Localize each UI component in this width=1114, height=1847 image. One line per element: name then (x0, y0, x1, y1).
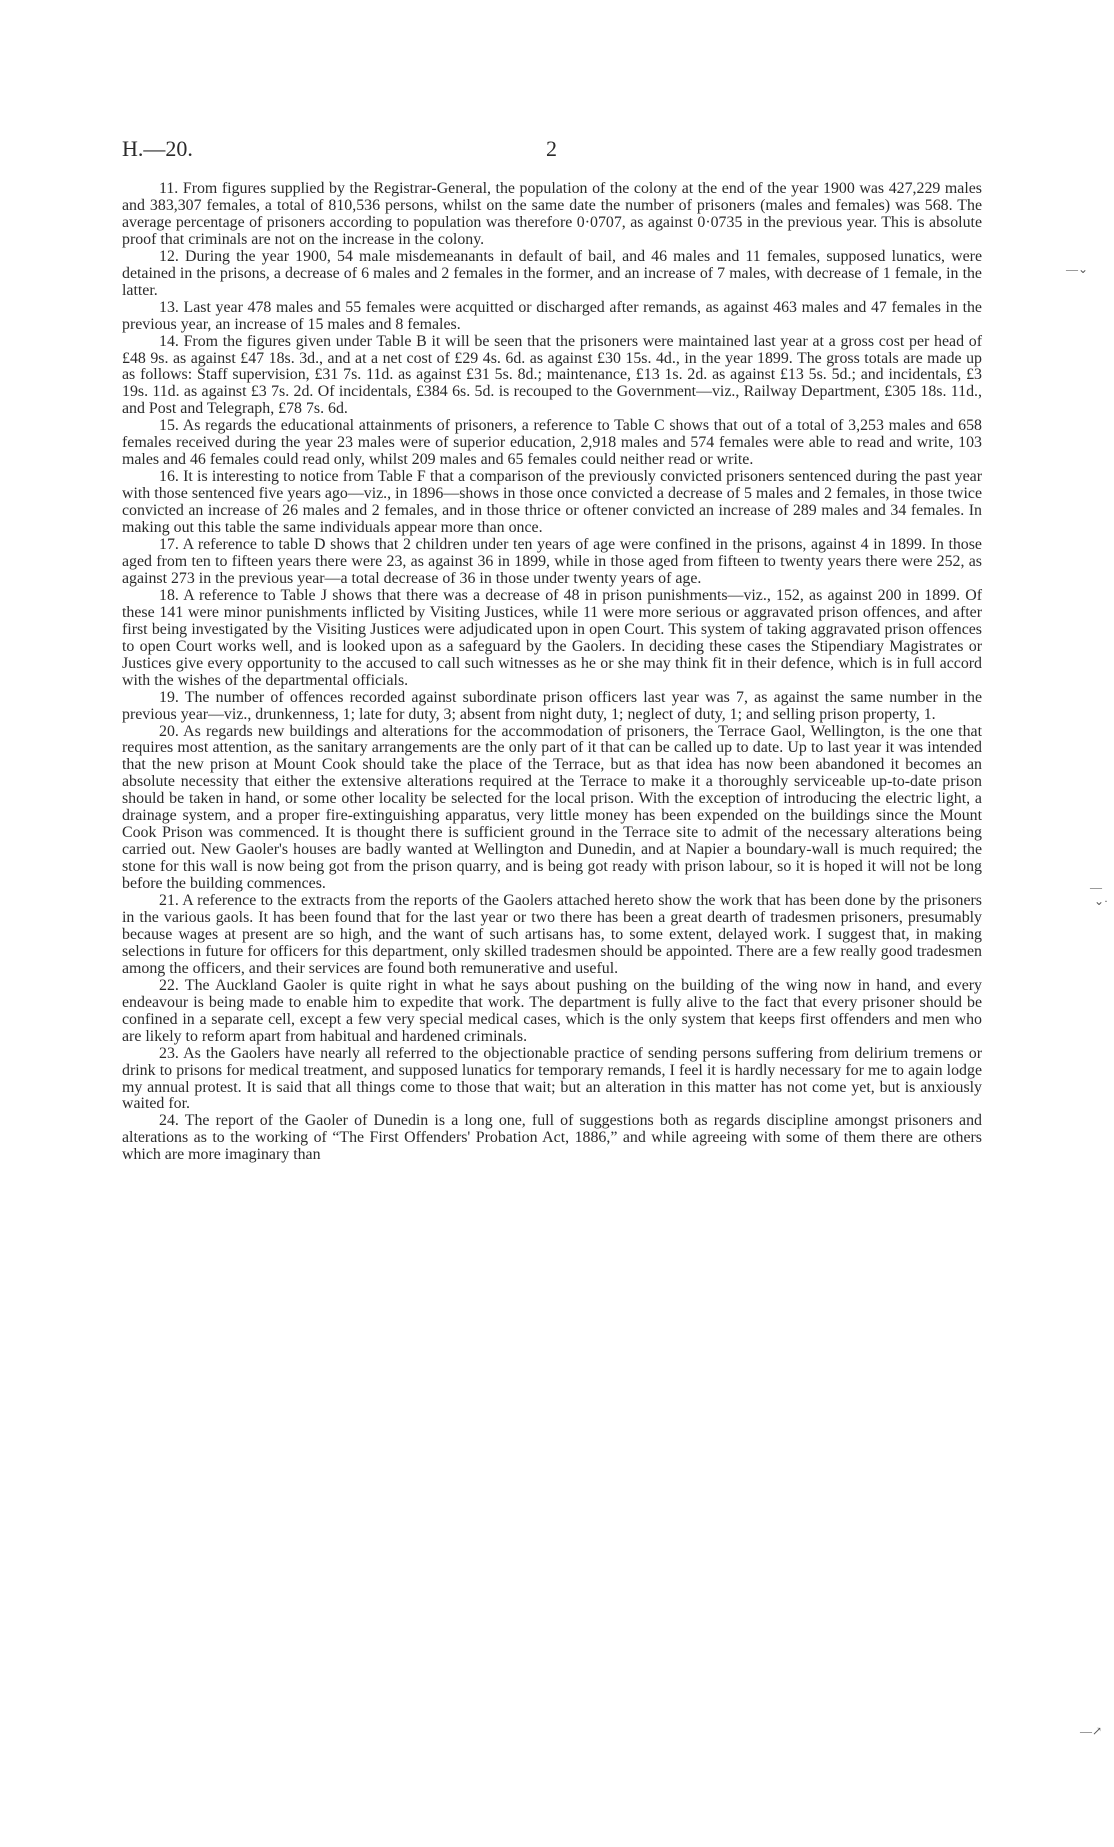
margin-mark: —⌄ (1066, 262, 1089, 276)
report-body (122, 181, 982, 1164)
paragraph-22: 22. The Auckland Gaoler is quite right in what he says about pushing on the building of the wing now in hand, and every endeavour is being made to enable him to expedite that work. The department is fully alive to the fact that every prisoner should be confined in a separate cell, except a few very special medical cases, which is the only system that keeps first offenders and men who are likely to reform apart from habitual and hardened criminals. (122, 976, 982, 1045)
paragraph-24: 24. The report of the Gaoler of Dunedin is a long one, full of suggestions both as regards discipline amongst prisoners and alterations as to the working of “The First Offenders' Probation Act, 1886,” and while agreeing with some of them there are others which are more imaginary than (122, 1112, 982, 1164)
paragraph-17: 17. A reference to table D shows that 2 children under ten years of age were confined in the prisons, against 4 in 1899. In those aged from ten to fifteen years there were 23, as against 36 in 1899, while in those aged from fifteen to twenty years there were 252, as against 273 in the previous year—a total decrease of 36 in those under twenty years of age. (122, 536, 982, 587)
paragraph-20: 20. As regards new buildings and alterations for the accommodation of prisoners, the Terrace Gaol, Wellington, is the one that requires most attention, as the sanitary arrangements are the only part of it that can be called up to date. Up to last year it was intended that the new prison at Mount Cook should take the place of the Terrace, but as that idea has now been abandoned it becomes an absolute necessity that either the extensive alterations required at the Terrace to make it a thoroughly serviceable up-to-date prison should be taken in hand, or some other locality be selected for the local prison. With the exception of introducing the electric light, a drainage system, and a proper fire-extinguishing apparatus, very little money has been expended on the buildings since the Mount Cook Prison was commenced. It is thought there is sufficient ground in the Terrace site to admit of the necessary alterations being carried out. New Gaoler's houses are badly wanted at Wellington and Dunedin, and at Napier a boundary-wall is much required; the stone for this wall is now being got from the prison quarry, and is being got ready with prison labour, so it is hoped it will not be long before the building commences. (122, 722, 982, 893)
margin-mark: ⌄· (1094, 894, 1109, 908)
margin-mark: — (1090, 880, 1102, 894)
paragraph-13: 13. Last year 478 males and 55 females were acquitted or discharged after remands, as against 463 males and 47 females in the previous year, an increase of 15 males and 8 females. (122, 298, 982, 333)
page-number: 2 (546, 136, 557, 161)
margin-mark: —↗ (1080, 1724, 1103, 1738)
paragraph-15: 15. As regards the educational attainments of prisoners, a reference to Table C shows that out of a total of 3,253 males and 658 females received during the year 23 males were of superior education, 2,918 males and 574 females were able to read and write, 103 males and 46 females could read only, whilst 209 males and 65 females could neither read or write. (122, 417, 982, 469)
paragraph-11: 11. From figures supplied by the Registrar-General, the population of the colony at the end of the year 1900 was 427,229 males and 383,307 females, a total of 810,536 persons, whilst on the same date the number of prisoners (males and females) was 568. The average percentage of prisoners according to population was therefore 0·0707, as against 0·0735 in the previous year. This is absolute proof that criminals are not on the increase in the colony. (122, 180, 982, 248)
paragraph-21: 21. A reference to the extracts from the reports of the Gaolers attached hereto show the work that has been done by the prisoners in the various gaols. It has been found that for the last year or two there has been a great dearth of tradesmen prisoners, presumably because wages at present are so high, and the want of such artisans has, to some extent, delayed work. I suggest that, in making selections in future for officers for this department, only skilled tradesmen should be appointed. There are a few really good tradesmen among the officers, and their services are found both remunerative and useful. (122, 892, 982, 977)
paragraph-23: 23. As the Gaolers have nearly all referred to the objectionable practice of sending persons suffering from delirium tremens or drink to prisons for medical treatment, and supposed lunatics for temporary remands, I feel it is hardly necessary for me to again lodge my annual protest. It is said that all things come to those that wait; but an alteration in this matter has not come yet, but is anxiously waited for. (122, 1044, 982, 1113)
document-reference: H.—20. (122, 136, 193, 161)
paragraph-16: 16. It is interesting to notice from Table F that a comparison of the previously convicted prisoners sentenced during the past year with those sentenced five years ago—viz., in 1896—shows in those once convicted a decrease of 5 males and 2 females, in those twice convicted an increase of 26 males and 2 females, and in those thrice or oftener convicted an increase of 289 males and 34 females. In making out this table the same individuals appear more than once. (122, 468, 982, 537)
paragraph-14: 14. From the figures given under Table B it will be seen that the prisoners were maintained last year at a gross cost per head of £48 9s. as against £47 18s. 3d., and at a net cost of £29 4s. 6d. as against £30 15s. 4d., in the year 1899. The gross totals are made up as follows: Staff supervision, £31 7s. 11d. as against £31 5s. 8d.; maintenance, £13 1s. 2d. as against £13 5s. 5d.; and incidentals, £3 19s. 11d. as against £3 7s. 2d. Of incidentals, £384 6s. 5d. is recouped to the Government—viz., Railway Department, £305 18s. 11d., and Post and Telegraph, £78 7s. 6d. (122, 332, 982, 418)
paragraph-12: 12. During the year 1900, 54 male misdemeanants in default of bail, and 46 males and 11 females, supposed lunatics, were detained in the prisons, a decrease of 6 males and 2 females in the former, and an increase of 7 males, with decrease of 1 female, in the latter. (122, 247, 982, 299)
paragraph-18: 18. A reference to Table J shows that there was a decrease of 48 in prison punishments—viz., 152, as against 200 in 1899. Of these 141 were minor punishments inflicted by Visiting Justices, while 11 were more serious or aggravated prison offences, and after first being investigated by the Visiting Justices were adjudicated upon in open Court. This system of taking aggravated prison offences to open Court works well, and is looked upon as a safeguard by the Gaolers. In deciding these cases the Stipendiary Magistrates or Justices give every opportunity to the accused to call such witnesses as he or she may think fit in their defence, which is in full accord with the wishes of the departmental officials. (122, 586, 982, 689)
page-header (122, 136, 982, 166)
paragraph-19: 19. The number of offences recorded against subordinate prison officers last year was 7, as against the same number in the previous year—viz., drunkenness, 1; late for duty, 3; absent from night duty, 1; neglect of duty, 1; and selling prison property, 1. (122, 688, 982, 723)
